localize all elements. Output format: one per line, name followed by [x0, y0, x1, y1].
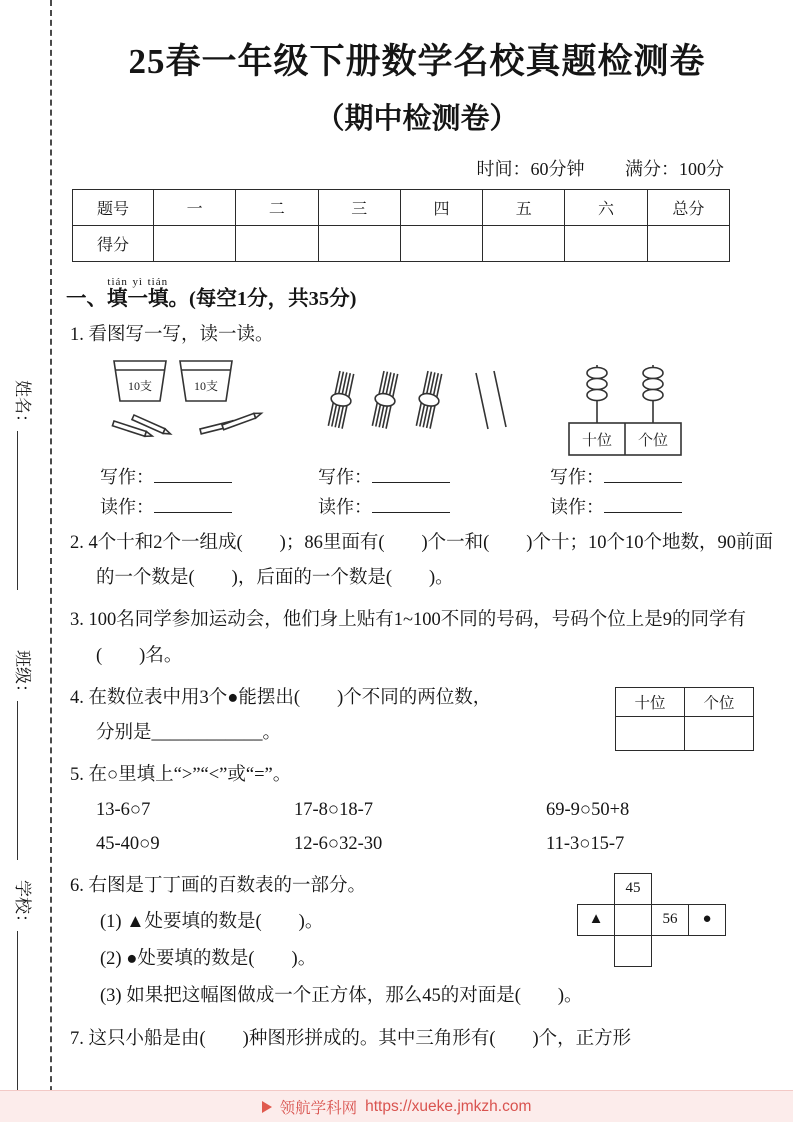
question-4-text-line2: 分别是____________。 [96, 722, 282, 743]
score-cell-empty [236, 226, 318, 262]
read-as-label: 读作： [318, 497, 372, 518]
score-cell-empty [400, 226, 482, 262]
section-title: 填一填 [107, 288, 169, 310]
pencil-pack-label: 10支 [127, 379, 153, 394]
question-2-text: 2. 4个十和2个一组成( )；86里面有( )个一和( )个十；10个10个地数，90前面的一个数是( )，后面的一个数是( )。 [70, 533, 773, 589]
write-as-blank [154, 466, 232, 483]
figure-abacus-column [550, 355, 760, 519]
read-as-blank [604, 496, 682, 513]
time-limit: 时间：60分钟 [476, 159, 585, 179]
school-field [12, 880, 38, 1090]
name-label: 姓名： [13, 380, 33, 431]
write-as-label: 写作： [318, 467, 372, 488]
write-as-blank [372, 466, 450, 483]
pencil-pack-label: 10支 [193, 379, 219, 394]
score-table-header: 六 [565, 190, 647, 226]
section-suffix: 。(每空1分，共35分) [168, 288, 357, 310]
comparison-expression: 13-6○7 [96, 800, 151, 821]
score-row-label: 得分 [73, 226, 154, 262]
binding-dashed-line [50, 0, 52, 1122]
ones-place-label: 个位 [637, 433, 669, 450]
score-table-header: 四 [400, 190, 482, 226]
section-one-heading [66, 276, 770, 311]
score-cell-empty [483, 226, 565, 262]
tens-place-label: 十位 [581, 433, 613, 450]
question-1-figures [100, 355, 770, 519]
name-blank-line [17, 431, 19, 590]
place-value-table-tens: 十位 [616, 687, 685, 716]
hundred-chart-cell [614, 935, 652, 967]
hundred-chart-cell: ▲ [577, 904, 615, 936]
class-label: 班级： [13, 650, 33, 701]
score-cell-empty [647, 226, 729, 262]
footer-bar [0, 1090, 793, 1122]
hundred-chart-cell: 45 [614, 873, 652, 905]
score-table-header: 一 [154, 190, 236, 226]
question-6-item: (1) ▲处要填的数是( )。 [100, 911, 324, 932]
place-value-table-empty-cell [685, 716, 754, 750]
exam-meta [64, 155, 770, 181]
score-table-header-row [73, 190, 730, 226]
counting-sticks-illustration [318, 355, 528, 459]
question-3-text: 3. 100名同学参加运动会，他们身上贴有1~100不同的号码，号码个位上是9的同学有( )名。 [70, 610, 747, 666]
read-as-label: 读作： [550, 497, 604, 518]
question-6 [64, 869, 770, 1015]
place-value-abacus-illustration [550, 355, 710, 459]
score-table-header: 三 [318, 190, 400, 226]
question-5-row [96, 793, 770, 827]
read-as-line [550, 493, 760, 519]
school-label: 学校： [13, 880, 33, 931]
score-table-header: 总分 [647, 190, 729, 226]
full-score: 满分：100分 [625, 159, 724, 179]
comparison-expression: 17-8○18-7 [294, 800, 373, 821]
question-5-text: 5. 在○里填上“>”“<”或“=”。 [70, 764, 292, 785]
score-table-score-row [73, 226, 730, 262]
hundred-chart-cell: 56 [651, 904, 689, 936]
question-6-text: 6. 右图是丁丁画的百数表的一部分。 [70, 875, 367, 896]
score-cell-empty [154, 226, 236, 262]
write-as-label: 写作： [100, 467, 154, 488]
write-as-label: 写作： [550, 467, 604, 488]
class-field [12, 650, 38, 860]
section-number: 一、 [66, 288, 107, 310]
write-as-line [550, 463, 760, 489]
score-table-header: 二 [236, 190, 318, 226]
score-table-header: 题号 [73, 190, 154, 226]
write-as-line [100, 463, 318, 489]
hundred-chart-fragment [577, 873, 728, 969]
hundred-chart-cell: ● [688, 904, 726, 936]
footer-site-url[interactable]: https://xueke.jmkzh.com [365, 1097, 532, 1115]
pencil-packs-illustration [100, 355, 310, 459]
question-4 [64, 681, 770, 751]
score-cell-empty [318, 226, 400, 262]
figure-pencils-column [100, 355, 318, 519]
class-blank-line [17, 701, 19, 860]
comparison-expression: 11-3○15-7 [546, 834, 625, 855]
page-subtitle: （期中检测卷） [315, 103, 519, 135]
question-6-item: (3) 如果把这幅图做成一个正方体，那么45的对面是( )。 [100, 985, 583, 1006]
question-7-text: 7. 这只小船是由( )种图形拼成的。其中三角形有( )个，正方形 [70, 1028, 632, 1049]
comparison-expression: 45-40○9 [96, 834, 160, 855]
question-1-text: 1. 看图写一写，读一读。 [70, 325, 274, 345]
place-value-table [615, 687, 754, 751]
write-as-line [318, 463, 550, 489]
section-pinyin: tián yì tián [107, 276, 169, 288]
read-as-line [318, 493, 550, 519]
question-5-row [96, 827, 770, 861]
footer-site-name: 领航学科网 [279, 1099, 358, 1117]
hundred-chart-cell [614, 904, 652, 936]
write-as-blank [604, 466, 682, 483]
footer-logo-icon [262, 1101, 272, 1113]
read-as-line [100, 493, 318, 519]
school-blank-line [17, 931, 19, 1090]
comparison-expression: 69-9○50+8 [546, 800, 630, 821]
score-table [72, 189, 730, 262]
name-field [12, 380, 38, 590]
read-as-label: 读作： [100, 497, 154, 518]
main-content [64, 0, 773, 1057]
place-value-table-empty-cell [616, 716, 685, 750]
question-4-text: 4. 在数位表中用3个●能摆出( )个不同的两位数， [70, 687, 492, 708]
comparison-expression: 12-6○32-30 [294, 834, 383, 855]
section-title-with-pinyin [107, 276, 169, 310]
page-title: 25春一年级下册数学名校真题检测卷 [128, 42, 706, 81]
read-as-blank [154, 496, 232, 513]
figure-sticks-column [318, 355, 550, 519]
score-table-header: 五 [483, 190, 565, 226]
read-as-blank [372, 496, 450, 513]
place-value-table-ones: 个位 [685, 687, 754, 716]
score-cell-empty [565, 226, 647, 262]
question-6-item: (2) ●处要填的数是( )。 [100, 948, 317, 969]
